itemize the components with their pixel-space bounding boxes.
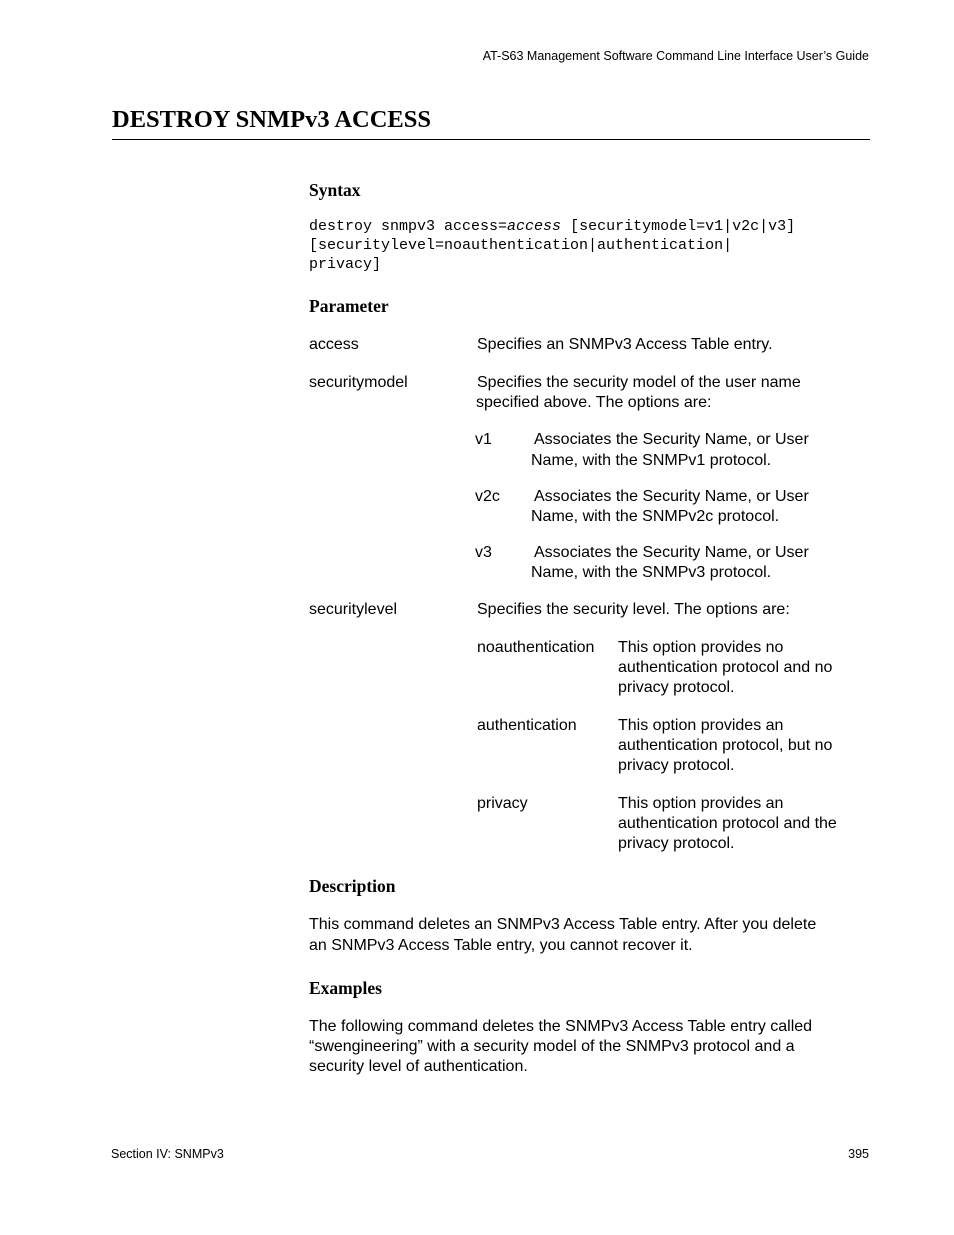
option-noauthentication-name: noauthentication — [477, 639, 595, 656]
option-v3-desc-2: Name, with the SNMPv3 protocol. — [531, 564, 772, 581]
title-rule — [112, 139, 870, 140]
param-securitymodel-desc-2: specified above. The options are: — [476, 394, 712, 411]
option-v1-desc-2: Name, with the SNMPv1 protocol. — [531, 452, 772, 469]
option-v1-desc-1: Associates the Security Name, or User — [534, 431, 809, 448]
option-v2c-desc-1: Associates the Security Name, or User — [534, 488, 809, 505]
syntax-variable: access — [507, 218, 562, 235]
footer-section: Section IV: SNMPv3 — [111, 1147, 224, 1161]
option-v1-name: v1 — [475, 431, 492, 448]
option-authentication-desc-2: authentication protocol, but no — [618, 737, 833, 754]
syntax-command: destroy snmpv3 access= — [309, 218, 508, 235]
parameter-heading: Parameter — [309, 296, 389, 316]
param-access-name: access — [309, 336, 359, 353]
syntax-line-2: [securitylevel=noauthentication|authentication| — [309, 237, 733, 254]
syntax-line-3: privacy] — [309, 256, 382, 273]
option-authentication-desc-1: This option provides an — [618, 717, 784, 734]
option-authentication-name: authentication — [477, 717, 577, 734]
syntax-securitymodel: [securitymodel=v1|v2c|v3] — [561, 218, 796, 235]
option-v2c-name: v2c — [475, 488, 500, 505]
page-title: DESTROY SNMPv3 ACCESS — [112, 106, 432, 133]
option-privacy-desc-3: privacy protocol. — [618, 835, 735, 852]
examples-line-1: The following command deletes the SNMPv3 Access Table entry called — [309, 1018, 813, 1035]
syntax-heading: Syntax — [309, 180, 361, 200]
option-authentication-desc-3: privacy protocol. — [618, 757, 735, 774]
option-privacy-name: privacy — [477, 795, 528, 812]
description-heading: Description — [309, 876, 396, 896]
examples-line-3: security level of authentication. — [309, 1058, 528, 1075]
syntax-line-1 — [309, 217, 795, 236]
option-privacy-desc-1: This option provides an — [618, 795, 784, 812]
examples-line-2: “swengineering” with a security model of the SNMPv3 protocol and a — [309, 1038, 795, 1055]
footer-page-number: 395 — [848, 1147, 869, 1161]
option-privacy-desc-2: authentication protocol and the — [618, 815, 837, 832]
param-securitylevel-desc: Specifies the security level. The options are: — [477, 601, 790, 618]
option-noauthentication-desc-1: This option provides no — [618, 639, 784, 656]
param-securitylevel-name: securitylevel — [309, 601, 398, 618]
option-noauthentication-desc-2: authentication protocol and no — [618, 659, 833, 676]
examples-heading: Examples — [309, 978, 382, 998]
option-v3-desc-1: Associates the Security Name, or User — [534, 544, 809, 561]
description-line-2: an SNMPv3 Access Table entry, you cannot recover it. — [309, 937, 693, 954]
param-securitymodel-desc-1: Specifies the security model of the user name — [477, 374, 801, 391]
description-line-1: This command deletes an SNMPv3 Access Table entry. After you delete — [309, 916, 817, 933]
option-v3-name: v3 — [475, 544, 492, 561]
param-access-desc: Specifies an SNMPv3 Access Table entry. — [477, 336, 773, 353]
option-v2c-desc-2: Name, with the SNMPv2c protocol. — [531, 508, 780, 525]
running-header: AT-S63 Management Software Command Line Interface User’s Guide — [482, 49, 869, 63]
option-noauthentication-desc-3: privacy protocol. — [618, 679, 735, 696]
param-securitymodel-name: securitymodel — [309, 374, 408, 391]
